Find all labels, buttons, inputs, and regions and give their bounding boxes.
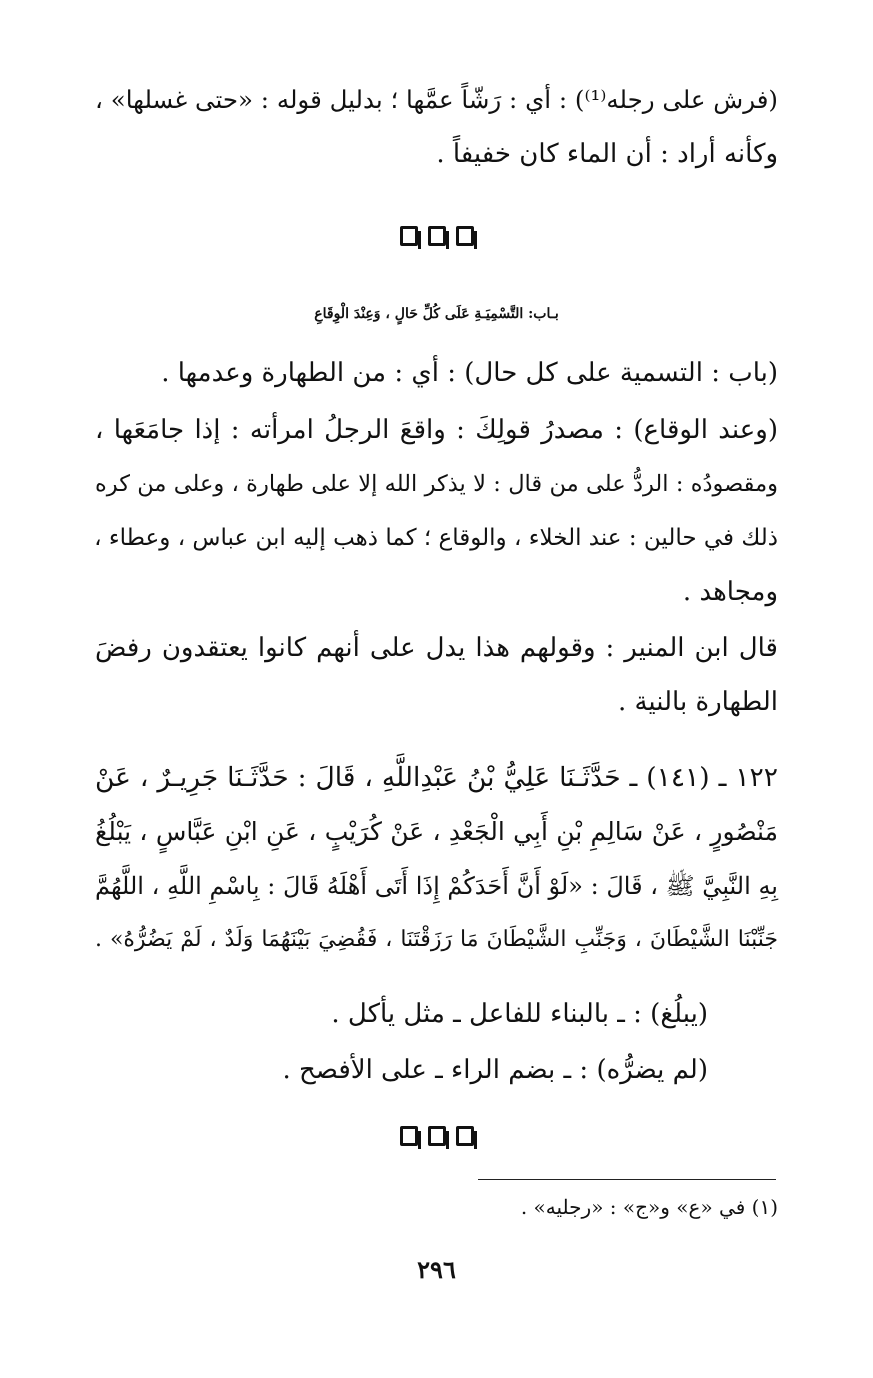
square-ornament-icon — [456, 1126, 474, 1146]
paragraph-1-line-1: (فرش على رجله⁽¹⁾) : أي : رَشّاً عمَّها ؛ بدليل قوله : «حتى غسلها» ، — [95, 85, 778, 114]
page-number: ٢٩٦ — [417, 1255, 456, 1284]
paragraph-4-line-1: قال ابن المنير : وقولهم هذا يدل على أنهم كانوا يعتقدون رفضَ — [95, 633, 778, 663]
hadith-line-3: بِهِ النَّبِيَّ ﷺ ، قَالَ : «لَوْ أَنَّ أَحَدَكُمْ إِذَا أَتَى أَهْلَهُ قَالَ : بِاسْمِ اللَّهِ ، اللَّهُمَّ — [95, 872, 778, 900]
chapter-heading-label: بـاب — [533, 306, 559, 322]
square-ornament-icon — [400, 1126, 418, 1146]
section-separator-bottom — [0, 1126, 873, 1146]
paragraph-3-line-4: ومجاهد . — [682, 577, 778, 607]
chapter-heading-title: : التَّسْمِيَـةِ عَلَى كُلِّ حَالٍ ، وَعِنْدَ الْوِقَاعِ — [314, 306, 534, 322]
hadith-line-2: مَنْصُورٍ ، عَنْ سَالِمِ بْنِ أَبِي الْجَعْدِ ، عَنْ كُرَيْبٍ ، عَنِ ابْنِ عَبَّاسٍ ، يَبْلُغُ — [95, 817, 778, 846]
paragraph-1-line-2: وكأنه أراد : أن الماء كان خفيفاً . — [436, 139, 778, 169]
paragraph-3-line-1: (وعند الوقاع) : مصدرُ قولِكَ : واقعَ الرجلُ امرأته : إذا جامَعَها ، — [95, 415, 778, 445]
square-ornament-icon — [400, 226, 418, 246]
square-ornament-icon — [456, 226, 474, 246]
paragraph-4-line-2: الطهارة بالنية . — [617, 687, 778, 717]
paragraph-2-line-1: (باب : التسمية على كل حال) : أي : من الطهارة وعدمها . — [161, 358, 778, 388]
section-separator-top — [0, 226, 873, 246]
square-ornament-icon — [428, 1126, 446, 1146]
hadith-line-4: جَنِّبْنَا الشَّيْطَانَ ، وَجَنِّبِ الشَّيْطَانَ مَا رَزَقْتَنَا ، فَقُضِيَ بَيْنَهُمَا وَلَدٌ ، لَمْ يَضُرُّهُ» . — [95, 927, 778, 952]
paragraph-3-line-2: ومقصودُه : الردُّ على من قال : لا يذكر الله إلا على طهارة ، وعلى من كره — [95, 471, 778, 497]
chapter-heading — [0, 292, 873, 336]
footnote-divider — [478, 1179, 776, 1180]
note-line-2: (لم يضرُّه) : ـ بضم الراء ـ على الأفصح . — [282, 1055, 708, 1085]
note-line-1: (يبلُغ) : ـ بالبناء للفاعل ـ مثل يأكل . — [331, 999, 708, 1029]
square-ornament-icon — [428, 226, 446, 246]
footnote: (١) في «ع» و«ج» : «رجليه» . — [520, 1195, 778, 1219]
paragraph-3-line-3: ذلك في حالين : عند الخلاء ، والوقاع ؛ كما ذهب إليه ابن عباس ، وعطاء ، — [94, 525, 778, 551]
hadith-line-1: ١٢٢ ـ (١٤١) ـ حَدَّثَـنَا عَلِيُّ بْنُ عَبْدِاللَّهِ ، قَالَ : حَدَّثَـنَا جَرِيـرٌ ، عَنْ — [95, 762, 778, 793]
